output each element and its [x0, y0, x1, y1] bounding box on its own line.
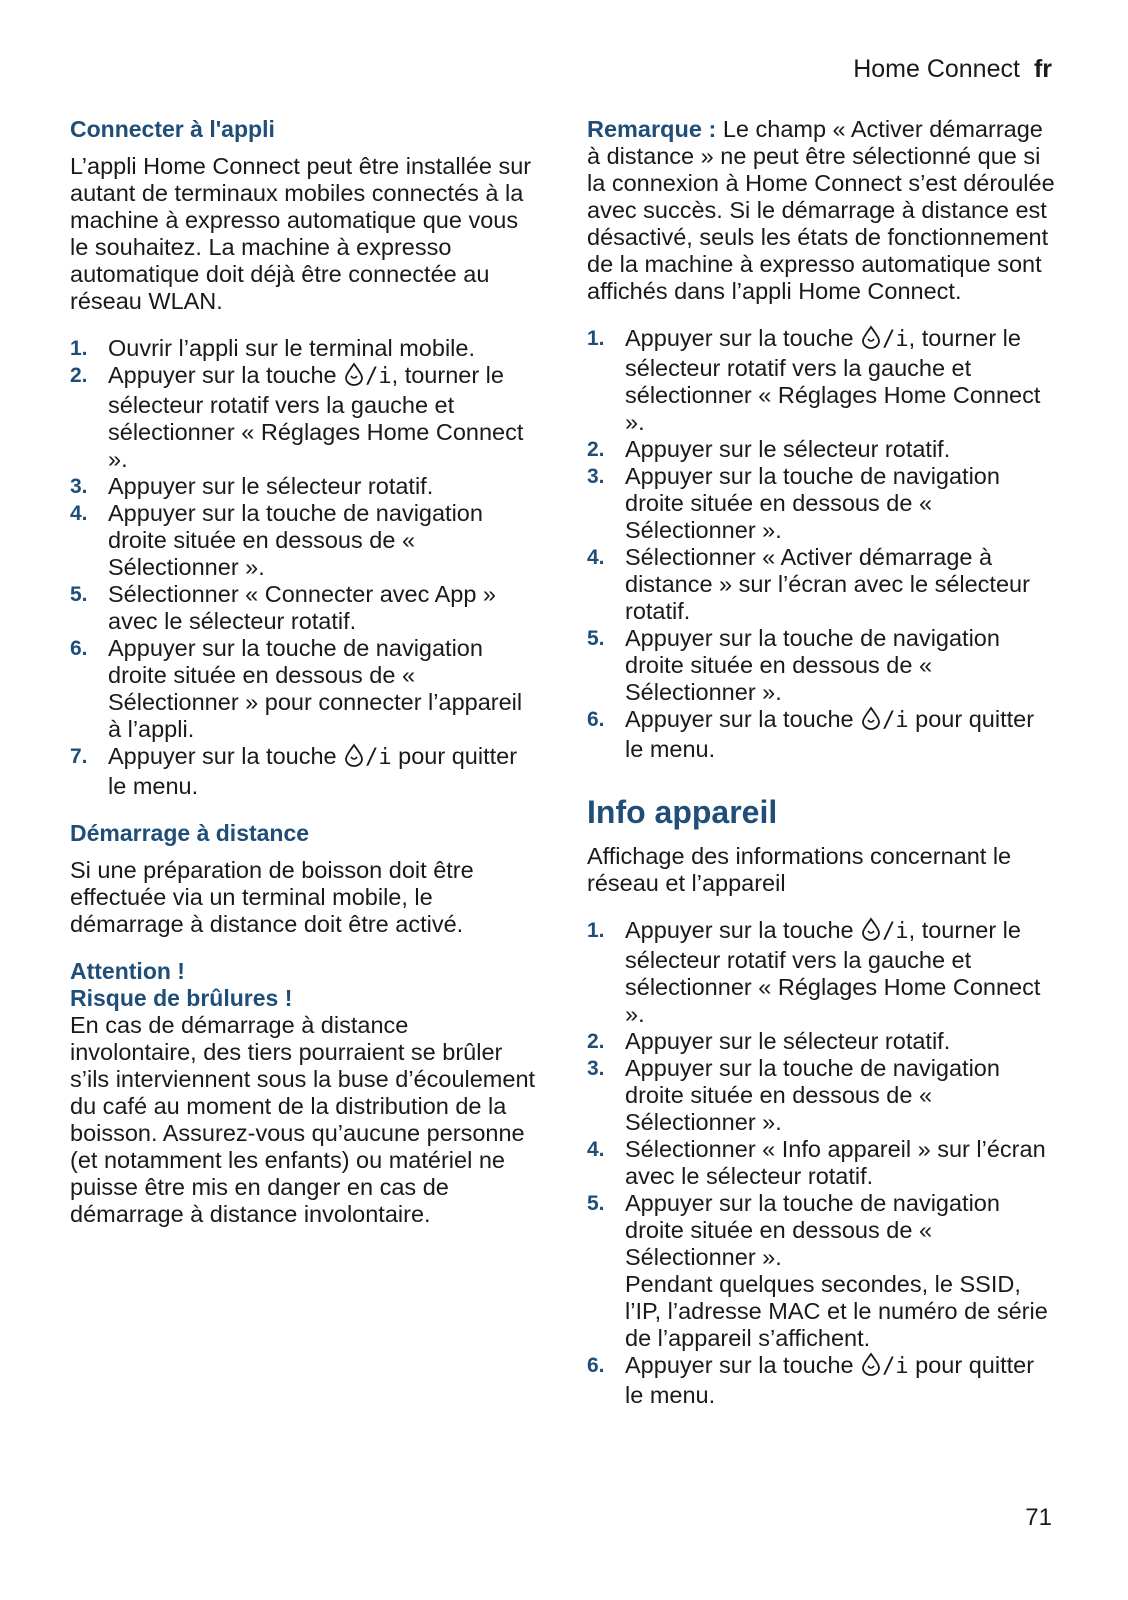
- header-lang: fr: [1033, 55, 1052, 83]
- right-column: [587, 116, 1057, 1429]
- page-number: 71: [1025, 1504, 1052, 1531]
- list-item: 4. Sélectionner « Info appareil » sur l’écran avec le sélecteur rotatif.: [587, 1136, 1046, 1189]
- warning-subtitle: Risque de brûlures !: [70, 985, 293, 1011]
- coffee-key-icon: [343, 362, 365, 392]
- list-item: 3. Appuyer sur la touche de navigation droite située en dessous de « Sélectionner ».: [587, 463, 1000, 543]
- list-item: 7. Appuyer sur la touche /i pour quitter le menu.: [70, 743, 518, 799]
- list-item: 5. Appuyer sur la touche de navigation droite située en dessous de « Sélectionner ».: [587, 625, 1000, 705]
- list-item: 2. Appuyer sur le sélecteur rotatif.: [587, 436, 951, 462]
- note-text: Le champ « Activer démarrage à distance » ne peut être sélectionné que si la connexion à Home Connect s’est déroulée avec succès. Si le démarrage à distance est désactivé, seuls les états de fonctionnement de la machine à expresso automatique sont affichés dans l’appli Home Connect.: [587, 116, 1055, 304]
- info-title: Info appareil: [587, 794, 778, 830]
- header-section: Home Connect: [853, 55, 1020, 83]
- list-item: 3. Appuyer sur la touche de navigation droite située en dessous de « Sélectionner ».: [587, 1055, 1000, 1135]
- list-item: 5. Sélectionner « Connecter avec App » avec le sélecteur rotatif.: [70, 581, 497, 634]
- warning-title: Attention !: [70, 958, 185, 984]
- remote-steps: [587, 325, 1057, 763]
- left-column: [70, 116, 540, 1248]
- list-item: 1. Ouvrir l’appli sur le terminal mobile.: [70, 335, 475, 361]
- list-item: 6. Appuyer sur la touche /i pour quitter le menu.: [587, 1352, 1035, 1408]
- list-item: 5. Appuyer sur la touche de navigation droite située en dessous de « Sélectionner ». Pendant quelques secondes, le SSID, l’IP, l’adresse MAC et le numéro de série de l’appareil s’affichent.: [587, 1190, 1057, 1352]
- list-item: 4. Appuyer sur la touche de navigation droite située en dessous de « Sélectionner ».: [70, 500, 483, 580]
- coffee-key-icon: [860, 1352, 882, 1382]
- list-item: 4. Sélectionner « Activer démarrage à distance » sur l’écran avec le sélecteur rotatif.: [587, 544, 1030, 624]
- connect-title: Connecter à l'appli: [70, 116, 275, 142]
- coffee-key-icon: [343, 743, 365, 773]
- list-item: 1. Appuyer sur la touche /i, tourner le sélecteur rotatif vers la gauche et sélectionner « Réglages Home Connect ».: [587, 325, 1041, 435]
- page-header: [853, 54, 1052, 84]
- coffee-key-icon: [860, 706, 882, 736]
- list-item: 6. Appuyer sur la touche de navigation droite située en dessous de « Sélectionner » pour connecter l’appareil à l’appli.: [70, 635, 523, 742]
- list-item: 2. Appuyer sur la touche /i, tourner le sélecteur rotatif vers la gauche et sélectionner « Réglages Home Connect ».: [70, 362, 524, 472]
- coffee-key-icon: [860, 325, 882, 355]
- remote-title: Démarrage à distance: [70, 820, 310, 846]
- list-item: 3. Appuyer sur le sélecteur rotatif.: [70, 473, 434, 499]
- remote-intro: Si une préparation de boisson doit être effectuée via un terminal mobile, le démarrage à distance doit être activé.: [70, 857, 474, 937]
- note-label: Remarque :: [587, 116, 717, 142]
- list-item: 2. Appuyer sur le sélecteur rotatif.: [587, 1028, 951, 1054]
- note: [587, 116, 1057, 305]
- connect-intro: L’appli Home Connect peut être installée sur autant de terminaux mobiles connectés à la machine à expresso automatique que vous le souhaitez. La machine à expresso automatique doit déjà être connectée au réseau WLAN.: [70, 153, 532, 314]
- info-steps: [587, 917, 1057, 1409]
- coffee-key-icon: [860, 917, 882, 947]
- list-item: 6. Appuyer sur la touche /i pour quitter le menu.: [587, 706, 1035, 762]
- warning-body: En cas de démarrage à distance involontaire, des tiers pourraient se brûler s’ils interviennent sous la buse d’écoulement du café au moment de la distribution de la boisson. Assurez-vous qu’aucune personne (et notamment les enfants) ou matériel ne puisse être mis en danger en cas de démarrage à distance involontaire.: [70, 1012, 536, 1227]
- list-item: 1. Appuyer sur la touche /i, tourner le sélecteur rotatif vers la gauche et sélectionner « Réglages Home Connect ».: [587, 917, 1041, 1027]
- connect-steps: [70, 335, 540, 800]
- info-intro: Affichage des informations concernant le réseau et l’appareil: [587, 843, 1012, 896]
- info-step-result: Pendant quelques secondes, le SSID, l’IP, l’adresse MAC et le numéro de série de l’appareil s’affichent.: [625, 1271, 1048, 1351]
